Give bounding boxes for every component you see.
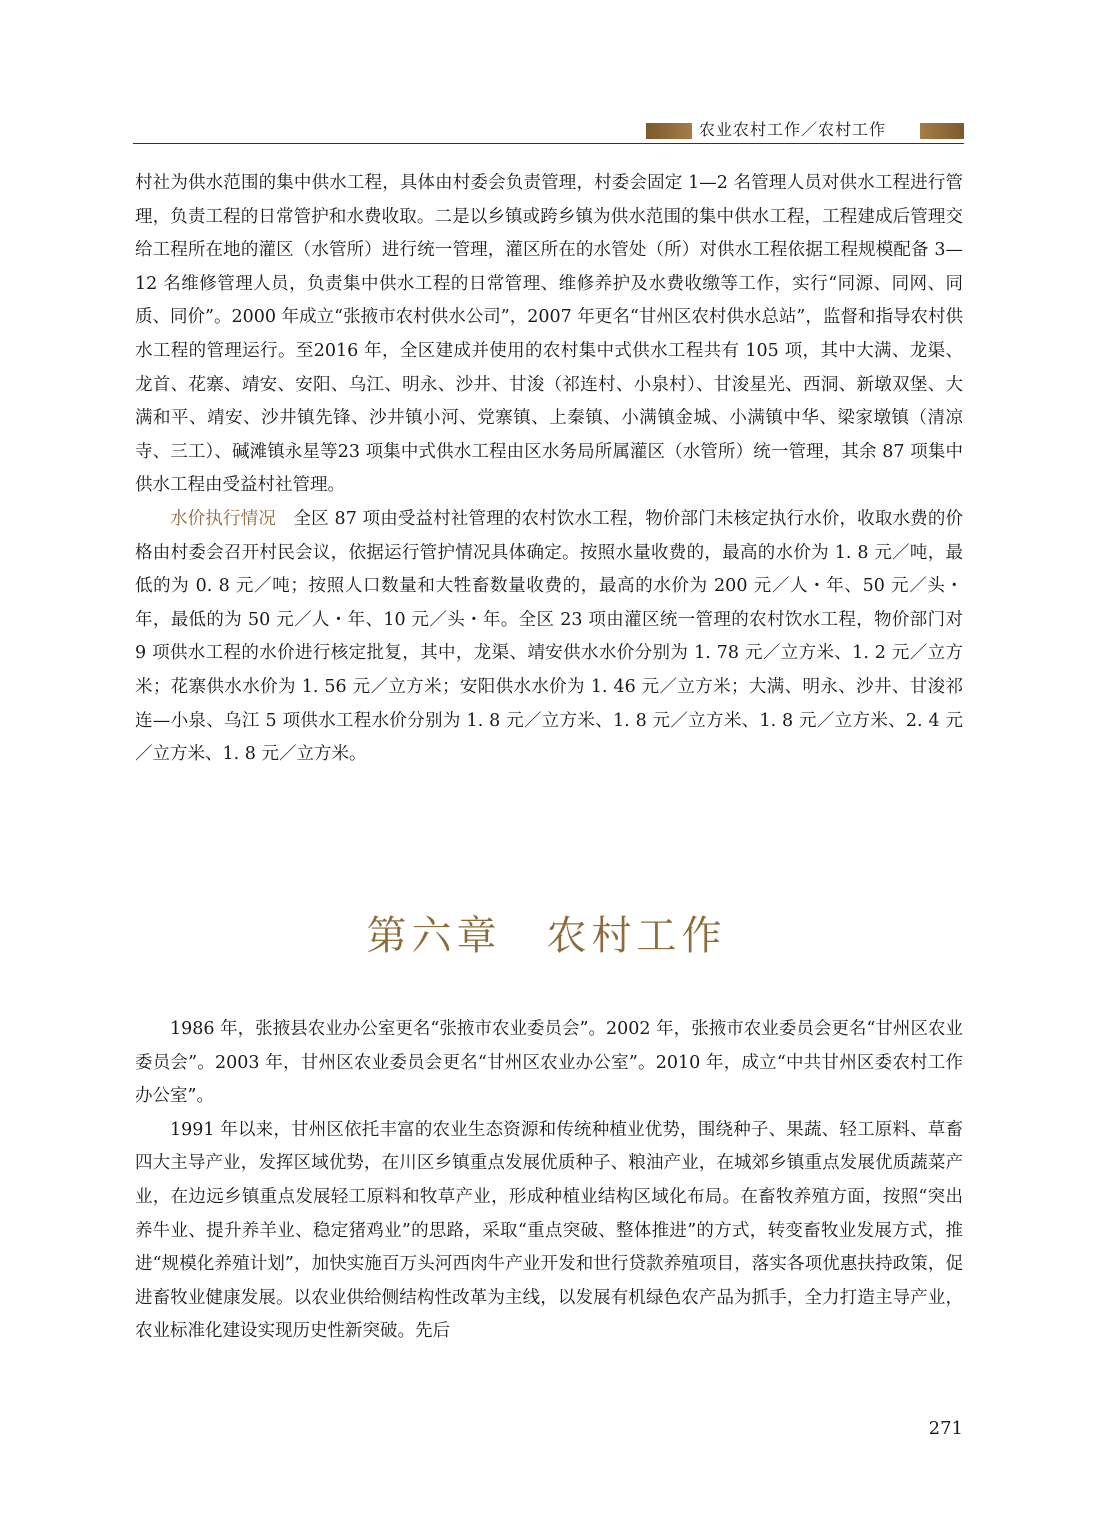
chapter-body-text: [135, 1013, 963, 1349]
header-rule: [133, 143, 964, 144]
header-decor-bar-left: [646, 123, 692, 139]
paragraph: 1991 年以来，甘州区依托丰富的农业生态资源和传统种植业优势，围绕种子、果蔬、轻工原料、草畜四大主导产业，发挥区域优势，在川区乡镇重点发展优质种子、粮油产业，在城郊乡镇重点发展优质蔬菜产业，在边远乡镇重点发展轻工原料和牧草产业，形成种植业结构区域化布局。在畜牧养殖方面，按照“突出养牛业、提升养羊业、稳定猪鸡业”的思路，采取“重点突破、整体推进”的方式，转变畜牧业发展方式，推进“规模化养殖计划”，加快实施百万头河西肉牛产业开发和世行贷款养殖项目，落实各项优惠扶持政策，促进畜牧业健康发展。以农业供给侧结构性改革为主线，以发展有机绿色农产品为抓手，全力打造主导产业，农业标准化建设实现历史性新突破。先后: [135, 1119, 963, 1342]
paragraph: 1986 年，张掖县农业办公室更名“张掖市农业委员会”。2002 年，张掖市农业委员会更名“甘州区农业委员会”。2003 年，甘州区农业委员会更名“甘州区农业办公室”。2010 年，成立“中共甘州区委农村工作办公室”。: [135, 1019, 963, 1107]
page-number: 271: [928, 1418, 963, 1439]
running-header-title: 农业农村工作／农村工作: [699, 120, 887, 139]
section-water-supply-text: [135, 167, 963, 772]
paragraph-continuation: 村社为供水范围的集中供水工程，具体由村委会负责管理，村委会固定 1—2 名管理人员对供水工程进行管理，负责工程的日常管护和水费收取。二是以乡镇或跨乡镇为供水范围的集中供水工程，工程建成后管理交给工程所在地的灌区（水管所）进行统一管理，灌区所在的水管处（所）对供水工程依据工程规模配备 3—12 名维修管理人员，负责集中供水工程的日常管理、维修养护及水费收缴等工作，实行“同源、同网、同质、同价”。2000 年成立“张掖市农村供水公司”，2007 年更名“甘州区农村供水总站”，监督和指导农村供水工程的管理运行。至2016 年，全区建成并使用的农村集中式供水工程共有 105 项，其中大满、龙渠、龙首、花寨、靖安、安阳、乌江、明永、沙井、甘浚（祁连村、小泉村）、甘浚星光、西洞、新墩双堡、大满和平、靖安、沙井镇先锋、沙井镇小河、党寨镇、上秦镇、小满镇金城、小满镇中华、梁家墩镇（清凉寺、三工）、碱滩镇永星等23 项集中式供水工程由区水务局所属灌区（水管所）统一管理，其余 87 项集中供水工程由受益村社管理。: [135, 173, 963, 496]
paragraph-text: 全区 87 项由受益村社管理的农村饮水工程，物价部门未核定执行水价，收取水费的价格由村委会召开村民会议，依据运行管护情况具体确定。按照水量收费的，最高的水价为 1. 8 元／吨，最低的为 0. 8 元／吨；按照人口数量和大牲畜数量收费的，最高的水价为 200 元／人・年、50 元／头・年，最低的为 50 元／人・年、10 元／头・年。全区 23 项由灌区统一管理的农村饮水工程，物价部门对 9 项供水工程的水价进行核定批复，其中，龙渠、靖安供水水价分别为 1. 78 元／立方米、1. 2 元／立方米；花寨供水水价为 1. 56 元／立方米；安阳供水水价为 1. 46 元／立方米；大满、明永、沙井、甘浚祁连—小泉、乌江 5 项供水工程水价分别为 1. 8 元／立方米、1. 8 元／立方米、1. 8 元／立方米、2. 4 元／立方米、1. 8 元／立方米。: [135, 508, 963, 765]
header-decor-bar-right: [920, 123, 964, 139]
subsection-heading: 水价执行情况: [170, 508, 276, 529]
chapter-title: 第六章 农村工作: [366, 913, 727, 959]
paragraph-water-price: [135, 503, 963, 772]
